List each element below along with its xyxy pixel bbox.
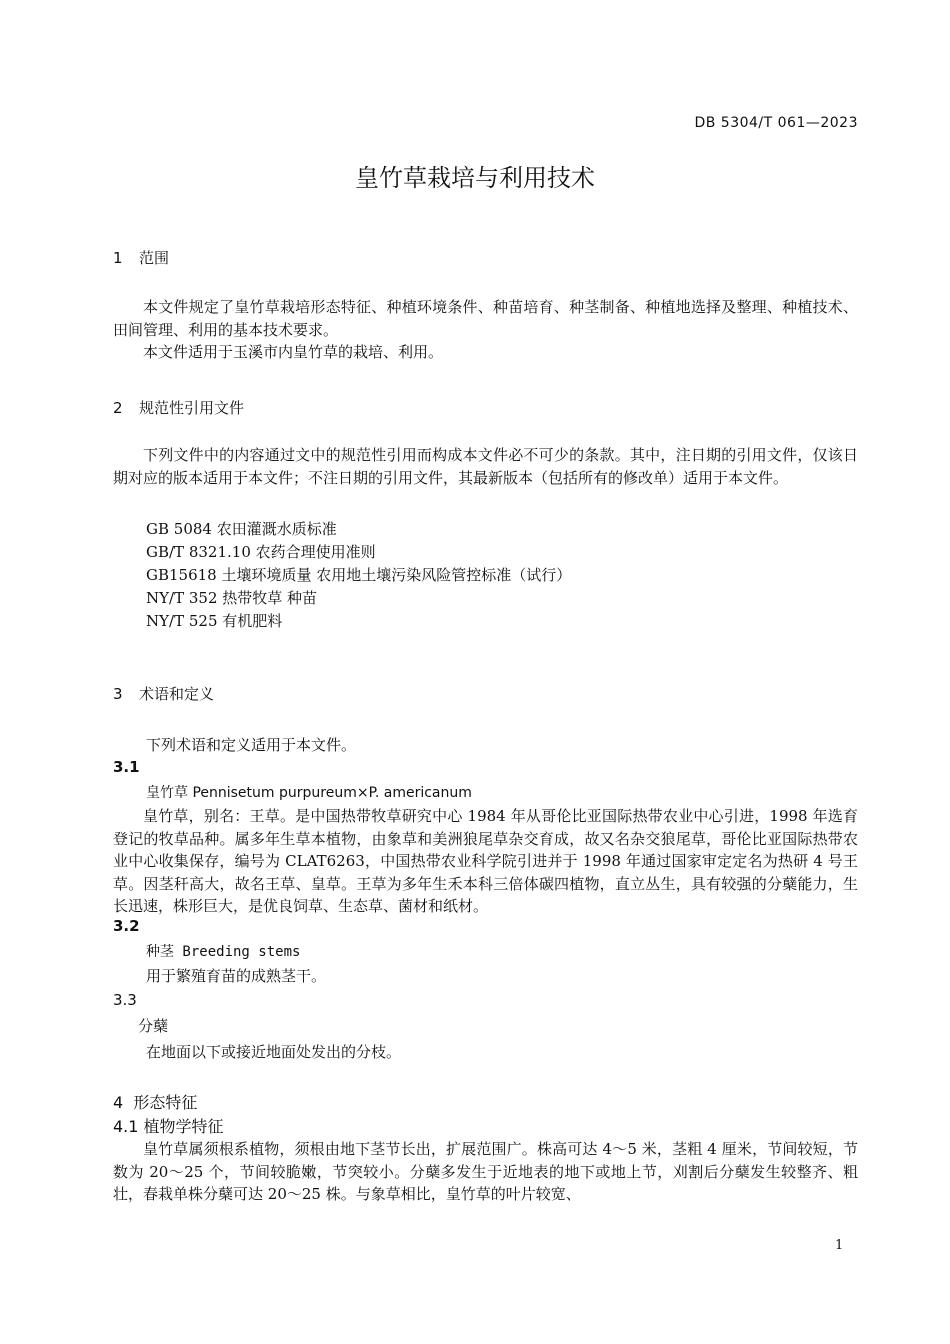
- paragraph: 下列文件中的内容通过文中的规范性引用而构成本文件必不可少的条款。其中，注日期的引用文件，仅该日期对应的版本适用于本文件；不注日期的引用文件，其最新版本（包括所有的修改单）适用于本文件。: [113, 446, 858, 487]
- section-1-body: [113, 296, 858, 364]
- reference-item: GB/T 8321.10 农药合理使用准则: [146, 543, 376, 561]
- section-1-heading: [113, 247, 169, 268]
- paragraph: 皇竹草，别名：王草。是中国热带牧草研究中心 1984 年从哥伦比亚国际热带农业中心引进，1998 年选育登记的牧草品种。属多年生草本植物，由象草和美洲狼尾草杂交育成，故又名杂交狼尾草，哥伦比亚国际热带农业中心收集保存，编号为 CLAT6263，中国热带农业科学院引进并于 1998 年通过国家审定定名为热研 4 号王草。因茎秆高大，故名王草、皇草。王草为多年生禾本科三倍体碳四植物，直立丛生，具有较强的分蘖能力，生长迅速，株形巨大，是优良饲草、生态草、菌材和纸材。: [113, 807, 858, 915]
- term-number: 3.3: [113, 991, 137, 1009]
- section-2-heading: [113, 397, 244, 418]
- section-number: 3: [113, 685, 123, 703]
- subsection-title: 植物学特征: [143, 1117, 224, 1136]
- term-definition: [113, 805, 858, 918]
- paragraph: 皇竹草属须根系植物，须根由地下茎节长出，扩展范围广。株高可达 4～5 米，茎粗 4 厘米，节间较短，节数为 20～25 个，节间较脆嫩，节突较小。分蘖多发生于近地表的地下或地上节，刈割后分蘖发生较整齐、粗壮，春栽单株分蘖可达 20～25 株。与象草相比，皇竹草的叶片较宽、: [113, 1140, 858, 1203]
- document-title: 皇竹草栽培与利用技术: [355, 164, 595, 192]
- section-3-heading: [113, 683, 214, 704]
- reference-item: GB15618 土壤环境质量 农用地土壤污染风险管控标准（试行）: [146, 566, 572, 584]
- paragraph: 本文件适用于玉溪市内皇竹草的栽培、利用。: [143, 343, 444, 361]
- term-title: 分蘖: [138, 1017, 169, 1035]
- term-number: 3.2: [113, 917, 140, 935]
- reference-item: NY/T 525 有机肥料: [146, 612, 283, 630]
- term-definition: 用于繁殖育苗的成熟茎干。: [146, 967, 327, 985]
- term-title: 皇竹草 Pennisetum purpureum×P. americanum: [146, 785, 472, 801]
- term-definition: 在地面以下或接近地面处发出的分枝。: [146, 1043, 402, 1061]
- reference-item: NY/T 352 热带牧草 种苗: [146, 589, 318, 607]
- section-title: 范围: [139, 249, 170, 267]
- standard-code: DB 5304/T 061—2023: [694, 115, 858, 131]
- term-number: 3.1: [113, 758, 140, 776]
- subsection-4-1-heading: [113, 1114, 224, 1137]
- section-title: 术语和定义: [139, 685, 215, 703]
- section-3-intro: 下列术语和定义适用于本文件。: [146, 736, 357, 754]
- subsection-4-1-body: [113, 1138, 858, 1206]
- paragraph: 本文件规定了皇竹草栽培形态特征、种植环境条件、种苗培育、种茎制备、种植地选择及整理、种植技术、田间管理、利用的基本技术要求。: [113, 298, 858, 339]
- section-4-heading: [113, 1090, 197, 1113]
- section-title: 规范性引用文件: [139, 399, 245, 417]
- section-number: 4: [113, 1093, 124, 1112]
- reference-item: GB 5084 农田灌溉水质标准: [146, 520, 337, 538]
- page-number: 1: [835, 1238, 844, 1253]
- subsection-number: 4.1: [113, 1117, 139, 1136]
- section-2-intro: [113, 444, 858, 489]
- section-number: 2: [113, 399, 123, 417]
- section-number: 1: [113, 249, 123, 267]
- section-title: 形态特征: [133, 1093, 198, 1112]
- term-title: 种茎 Breeding stems: [146, 944, 301, 960]
